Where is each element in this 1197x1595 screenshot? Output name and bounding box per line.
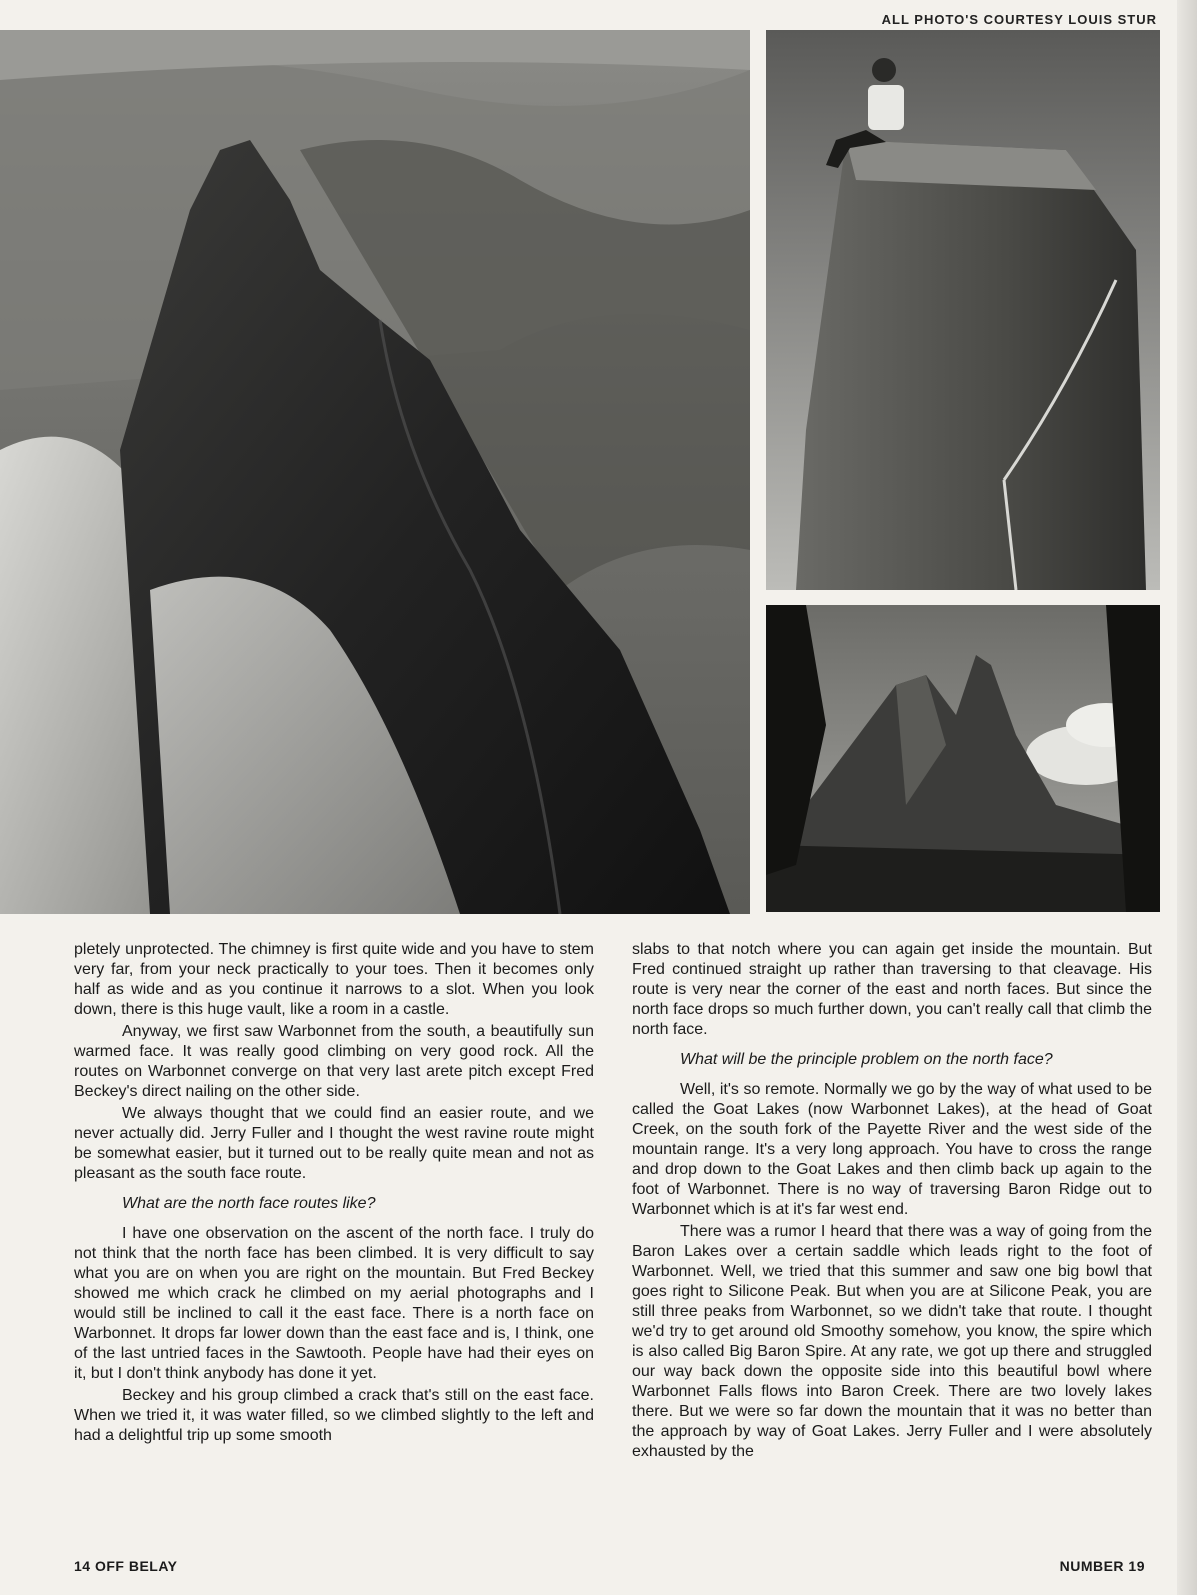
paragraph: I have one observation on the ascent of the north face. I truly do not think that the north face has been climbed. It is very difficult to say what you are on when you are right on the mountain. But Fred Beckey showed me which crack he climbed on my aerial photographs and I would still be inclined to call it the east face. There is a north face on Warbonnet. It drops far lower down than the east face and is, I think, one of the last untried faces in the Sawtooth. People have had their eyes on it, but I don't think anybody has done it yet. (74, 1225, 594, 1382)
paragraph: Well, it's so remote. Normally we go by the way of what used to be called the Goat Lakes (now Warbonnet Lakes), at the head of Goat Creek, on the south fork of the Payette River and the west side of the mountain range. It's a very long approach. You have to cross the range and drop down to the Goat Lakes and then climb back up again to the foot of Warbonnet. There is no way of traversing Baron Ridge out to Warbonnet which is at it's far west end. (632, 1081, 1152, 1218)
page-number-publication: 14 OFF BELAY (74, 1558, 178, 1574)
paragraph: Anyway, we first saw Warbonnet from the south, a beautifully sun warmed face. It was really good climbing on very good rock. All the routes on Warbonnet converge on that very last arete pitch except Fred Beckey's direct nailing on the other side. (74, 1023, 594, 1100)
issue-number: NUMBER 19 (1059, 1558, 1145, 1574)
warbonnet-peak-photo-icon (766, 605, 1160, 912)
climber-on-summit-block-photo-icon (766, 30, 1160, 590)
interview-question: What will be the principle problem on the north face? (680, 1051, 1053, 1068)
warbonnet-photo (766, 605, 1160, 912)
left-text-column (74, 940, 594, 1446)
main-spire-photo (0, 30, 750, 914)
paragraph: slabs to that notch where you can again get inside the mountain. But Fred continued straight up rather than traversing to that cleavage. His route is very near the corner of the east and north faces. But since the north face drops so much further down, you can't really call that climb the north face. (632, 941, 1152, 1038)
paragraph: Beckey and his group climbed a crack that's still on the east face. When we tried it, it was water filled, so we climbed slightly to the left and had a delightful trip up some smooth (74, 1387, 594, 1444)
paragraph: There was a rumor I heard that there was a way of going from the Baron Lakes over a certain saddle which leads right to the foot of Warbonnet. Well, we tried that this summer and saw one big bowl that goes right to Silicone Peak. But when you are at Silicone Peak, you are still three peaks from Warbonnet, so we didn't take that route. I thought we'd try to get around old Smoothy somehow, you know, the spire which is also called Big Baron Spire. At any rate, we got up there and struggled our way back down the opposite side into this beautiful bowl where Warbonnet Falls flows into Baron Creek. There are two lovely lakes there. But we were so far down the mountain that it was no better than the approach by way of Goat Lakes. Jerry Fuller and I were absolutely exhausted by the (632, 1223, 1152, 1460)
summit-block-photo (766, 30, 1160, 590)
interview-question: What are the north face routes like? (122, 1195, 376, 1212)
paragraph: pletely unprotected. The chimney is first quite wide and you have to stem very far, from your neck practically to your toes. Then it becomes only half as wide and as you continue it narrows to a slot. When you look down, there is this huge vault, like a room in a castle. (74, 941, 594, 1018)
page-edge (1177, 0, 1197, 1595)
right-text-column (632, 940, 1152, 1462)
paragraph: We always thought that we could find an easier route, and we never actually did. Jerry Fuller and I thought the west ravine route might be somewhat easier, but it turned out to be really quite mean and not as pleasant as the south face route. (74, 1105, 594, 1182)
rock-spire-photo-icon (0, 30, 750, 914)
photo-credit: ALL PHOTO'S COURTESY LOUIS STUR (881, 12, 1157, 27)
